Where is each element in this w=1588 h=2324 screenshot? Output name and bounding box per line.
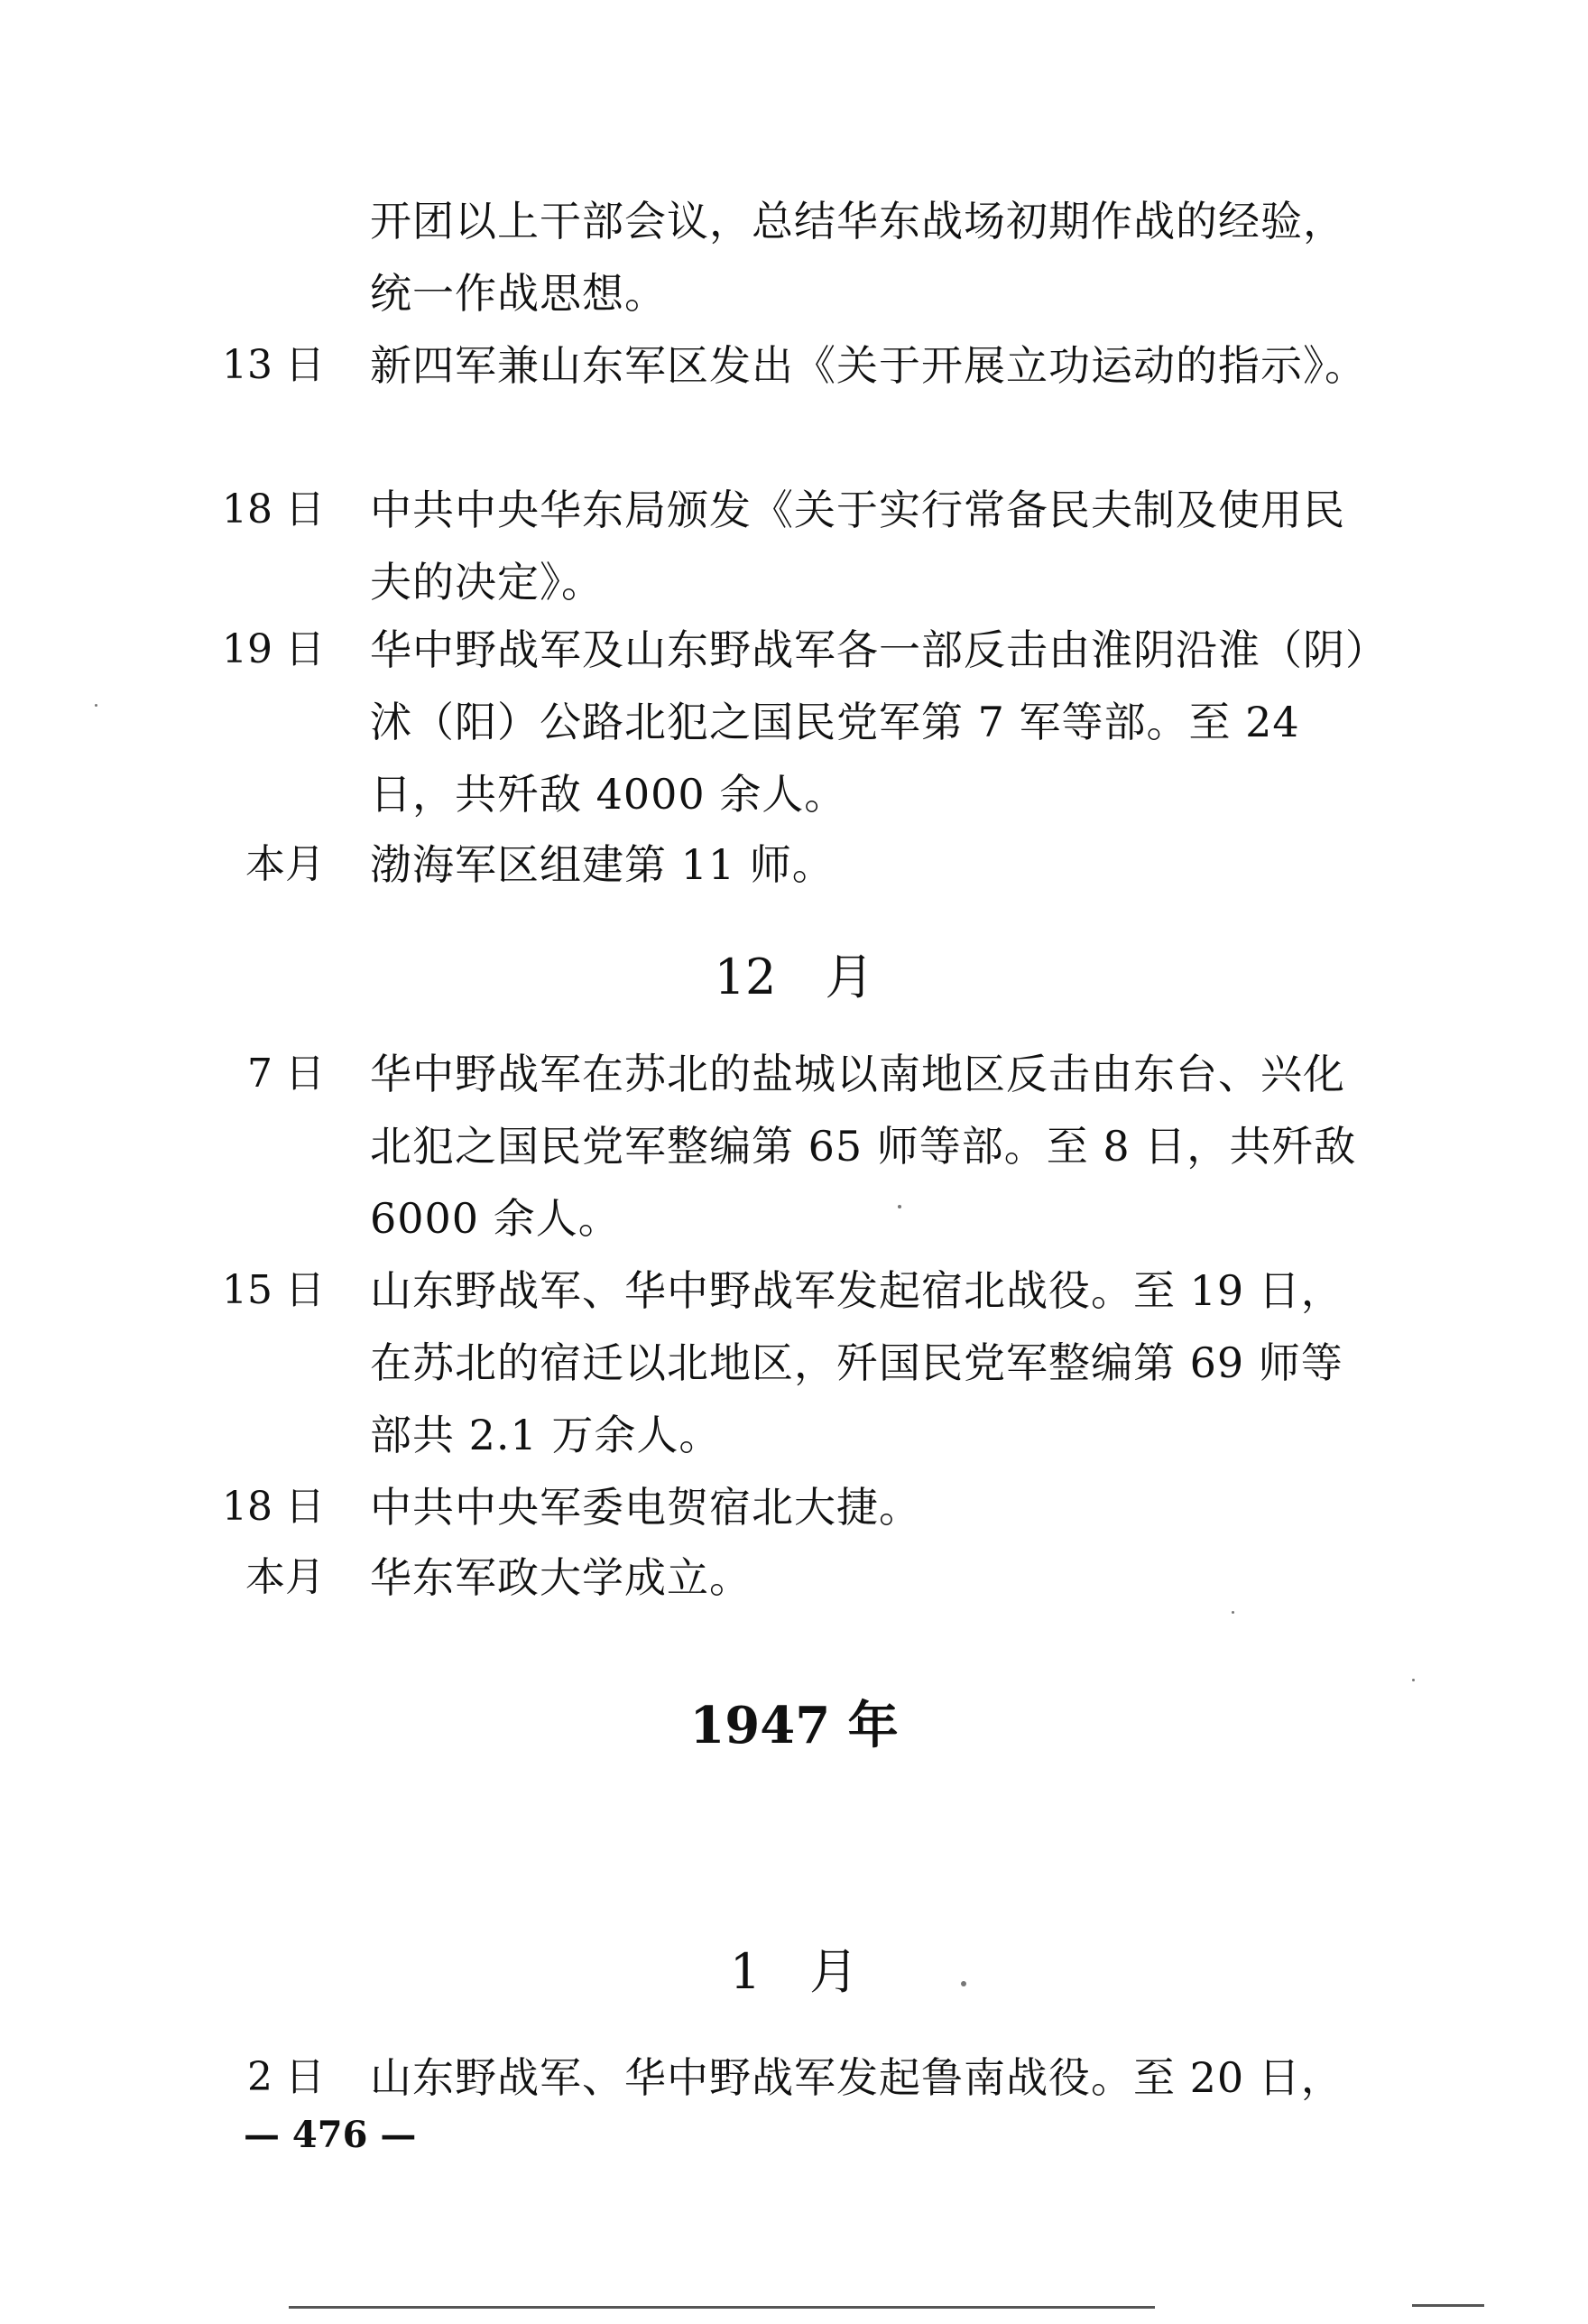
entry-date: 13 日 xyxy=(222,342,325,388)
entry-text: 山东野战军、华中野战军发起宿北战役。至 19 日，在苏北的宿迁以北地区，歼国民党军整编第 69 师等部共 2.1 万余人。 xyxy=(370,1266,1343,1459)
scan-speck xyxy=(1232,1611,1234,1614)
entry-text: 新四军兼山东军区发出《关于开展立功运动的指示》。 xyxy=(370,341,1367,390)
scan-speck xyxy=(1412,1679,1415,1681)
bottom-rule xyxy=(289,2306,1155,2309)
entry-date: 本月 xyxy=(245,1554,325,1600)
entry-text: 开团以上干部会议，总结华东战场初期作战的经验，统一作战思想。 xyxy=(370,197,1345,318)
entry-date: 7 日 xyxy=(247,1051,325,1097)
entry-date: 18 日 xyxy=(222,486,325,532)
entry-text: 华东军政大学成立。 xyxy=(370,1553,752,1602)
year-heading: 1947 年 xyxy=(689,1696,899,1755)
entry-date: 15 日 xyxy=(222,1267,325,1313)
scan-speck xyxy=(961,1981,966,1986)
entry-date: 本月 xyxy=(245,841,325,887)
entry-text: 山东野战军、华中野战军发起鲁南战役。至 20 日， xyxy=(370,2053,1343,2102)
entry-text: 华中野战军及山东野战军各一部反击由淮阴沿淮（阴）沭（阳）公路北犯之国民党军第 7 军等部。至 24 日，共歼敌 4000 余人。 xyxy=(370,625,1367,819)
scan-speck xyxy=(95,704,97,707)
scan-speck xyxy=(898,1205,901,1208)
month-heading-january: 1 月 xyxy=(729,1943,859,2000)
page-number: — 476 — xyxy=(244,2114,417,2156)
entry-text: 华中野战军在苏北的盐城以南地区反击由东台、兴化北犯之国民党军整编第 65 师等部。至 8 日，共歼敌 6000 余人。 xyxy=(370,1050,1357,1243)
bottom-rule xyxy=(1412,2304,1484,2307)
month-heading-december: 12 月 xyxy=(714,949,874,1005)
entry-text: 中共中央华东局颁发《关于实行常备民夫制及使用民夫的决定》。 xyxy=(370,486,1345,606)
entry-text: 渤海军区组建第 11 师。 xyxy=(370,840,835,889)
entry-date: 19 日 xyxy=(222,626,325,672)
entry-date: 18 日 xyxy=(222,1484,325,1530)
entry-date: 2 日 xyxy=(247,2054,325,2100)
entry-text: 中共中央军委电贺宿北大捷。 xyxy=(370,1483,921,1532)
